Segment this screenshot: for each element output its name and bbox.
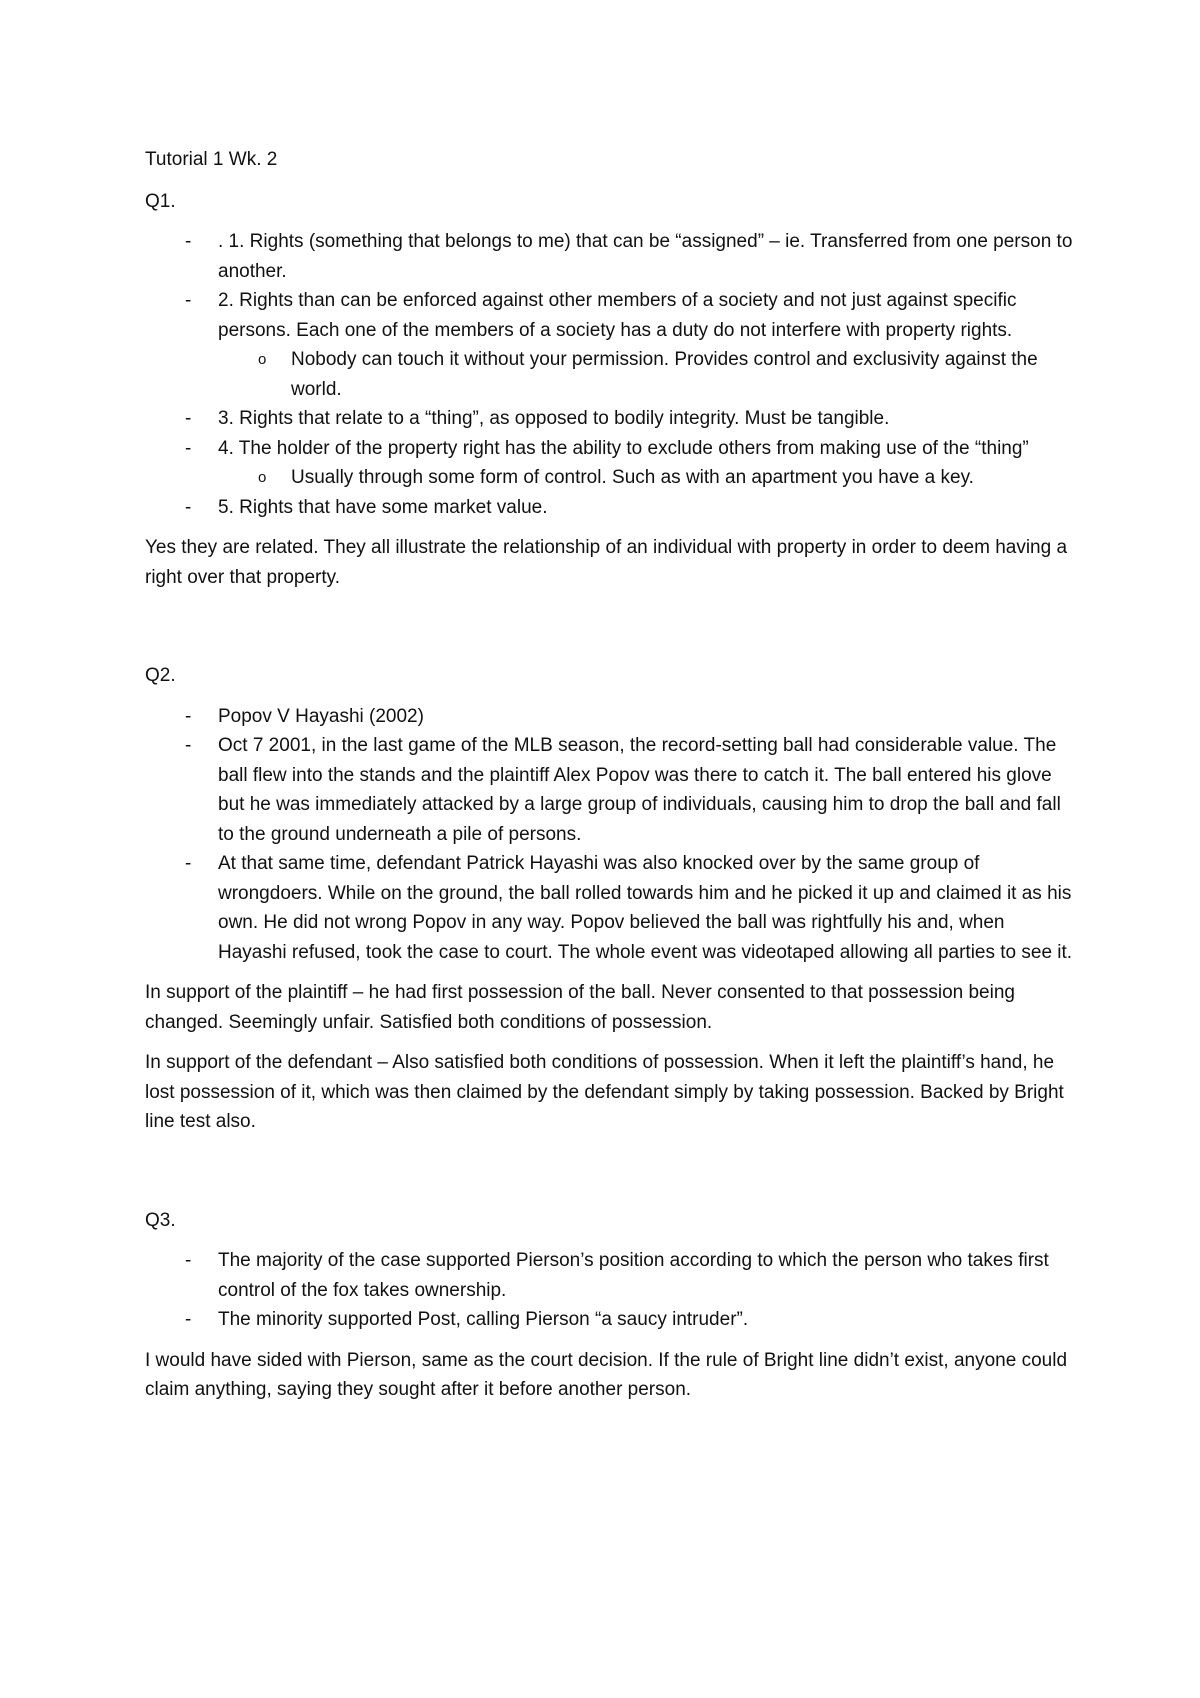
dash-bullet: - bbox=[185, 231, 192, 252]
section-spacer bbox=[145, 603, 1075, 661]
list-item bbox=[145, 1305, 1075, 1335]
question-3-section bbox=[145, 1206, 1075, 1405]
list-item bbox=[145, 434, 1075, 493]
list-item bbox=[145, 731, 1075, 849]
dash-bullet: - bbox=[185, 1309, 192, 1330]
document-title: Tutorial 1 Wk. 2 bbox=[145, 149, 278, 170]
list-item-text: Oct 7 2001, in the last game of the MLB season, the record-setting ball had considerable value. The ball flew into the stands and the plaintiff Alex Popov was there to catch it. The ball entered his glove but he was immediately attacked by a large group of individuals, causing him to drop the ball and fall to the ground underneath a pile of persons. bbox=[218, 735, 1061, 845]
dash-bullet: - bbox=[185, 408, 192, 429]
sub-list-item-text: Nobody can touch it without your permission. Provides control and exclusivity against the world. bbox=[291, 349, 1038, 400]
list-item bbox=[145, 286, 1075, 404]
list-item-text: 5. Rights that have some market value. bbox=[218, 496, 548, 518]
dash-bullet: - bbox=[185, 735, 192, 756]
document-body bbox=[145, 145, 1075, 1416]
dash-bullet: - bbox=[185, 1250, 192, 1271]
question-2-heading: Q2. bbox=[145, 665, 176, 686]
section-spacer bbox=[145, 1148, 1075, 1206]
list-item-text: . 1. Rights (something that belongs to me) that can be “assigned” – ie. Transferred from one person to another. bbox=[218, 231, 1073, 282]
question-3-answer: I would have sided with Pierson, same as the court decision. If the rule of Bright line didn’t exist, anyone could claim anything, saying they sought after it before another person. bbox=[145, 1349, 1068, 1400]
question-3-list bbox=[145, 1246, 1075, 1335]
list-item bbox=[145, 227, 1075, 286]
circle-bullet: o bbox=[258, 469, 267, 486]
dash-bullet: - bbox=[185, 496, 192, 518]
list-item bbox=[145, 404, 1075, 434]
question-1-heading: Q1. bbox=[145, 190, 176, 212]
defendant-support-paragraph: In support of the defendant – Also satisfied both conditions of possession. When it left the plaintiff’s hand, he lost possession of it, which was then claimed by the defendant simply by taking possession. Backed by Bright line test also. bbox=[145, 1052, 1064, 1132]
question-3-heading: Q3. bbox=[145, 1209, 176, 1231]
list-item-text: The majority of the case supported Pierson’s position according to which the person who takes first control of the fox takes ownership. bbox=[218, 1250, 1049, 1301]
list-item bbox=[145, 1246, 1075, 1305]
sub-list bbox=[218, 463, 1075, 493]
list-item bbox=[145, 702, 1075, 732]
question-2-list bbox=[145, 702, 1075, 968]
list-item-text: 2. Rights than can be enforced against other members of a society and not just against specific persons. Each one of the members of a society has a duty do not interfere with property rights. bbox=[218, 290, 1017, 341]
sub-list-item bbox=[218, 345, 1075, 404]
sub-list-item bbox=[218, 463, 1075, 493]
question-1-answer: Yes they are related. They all illustrate the relationship of an individual with property in order to deem having a right over that property. bbox=[145, 537, 1068, 588]
list-item bbox=[145, 493, 1075, 523]
plaintiff-support-paragraph: In support of the plaintiff – he had first possession of the ball. Never consented to that possession being changed. Seemingly unfair. Satisfied both conditions of possession. bbox=[145, 982, 1015, 1033]
list-item bbox=[145, 849, 1075, 967]
list-item-text: 3. Rights that relate to a “thing”, as opposed to bodily integrity. Must be tangible. bbox=[218, 408, 890, 429]
dash-bullet: - bbox=[185, 290, 192, 311]
list-item-text: At that same time, defendant Patrick Hayashi was also knocked over by the same group of wrongdoers. While on the ground, the ball rolled towards him and he picked it up and claimed it as his own. He did not wrong Popov in any way. Popov believed the ball was rightfully his and, when Hayashi refused, took the case to court. The whole event was videotaped allowing all parties to see it. bbox=[218, 853, 1073, 963]
sub-list-item-text: Usually through some form of control. Such as with an apartment you have a key. bbox=[291, 467, 974, 488]
circle-bullet: o bbox=[258, 351, 267, 368]
list-item-text: The minority supported Post, calling Pierson “a saucy intruder”. bbox=[218, 1309, 749, 1330]
question-1-list bbox=[145, 227, 1075, 522]
question-1-section bbox=[145, 187, 1075, 593]
question-2-section bbox=[145, 661, 1075, 1137]
list-item-text: 4. The holder of the property right has the ability to exclude others from making use of the “thing” bbox=[218, 437, 1029, 459]
dash-bullet: - bbox=[185, 437, 192, 459]
sub-list bbox=[218, 345, 1075, 404]
list-item-text: Popov V Hayashi (2002) bbox=[218, 705, 424, 727]
dash-bullet: - bbox=[185, 853, 192, 874]
dash-bullet: - bbox=[185, 705, 192, 727]
